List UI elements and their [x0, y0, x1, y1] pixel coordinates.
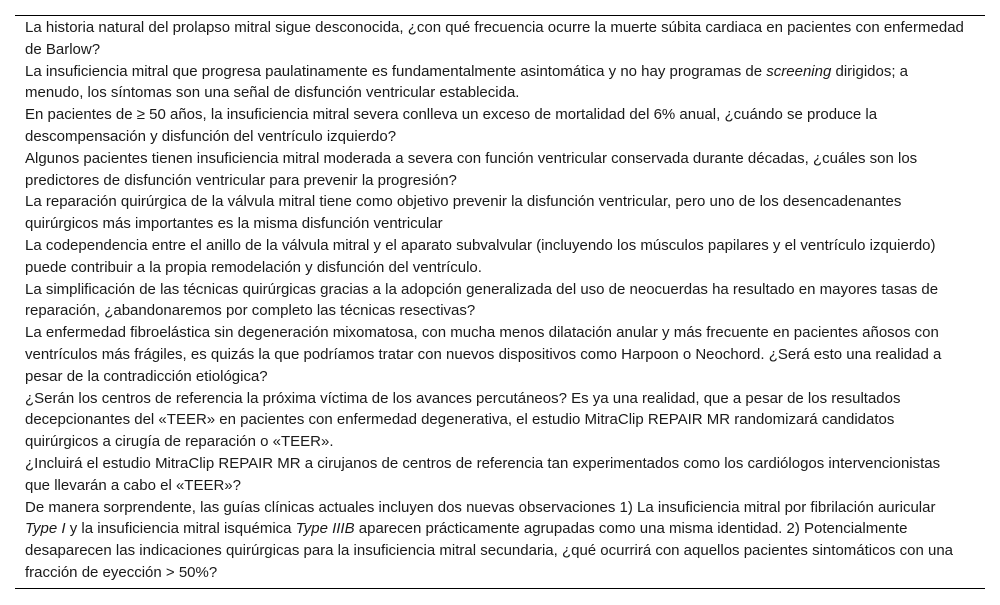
row-text: En pacientes de ≥ 50 años, la insuficiencia mitral severa conlleva un exceso de mortalidad del 6% anual, ¿cuándo se produce la descompensación y disfunción del ventrículo izquierdo?	[25, 106, 878, 145]
italic-term: Type I	[25, 520, 66, 538]
row-text: La reparación quirúrgica de la válvula mitral tiene como objetivo prevenir la disfunción ventricular, pero uno de los desencadenantes quirúrgicos más importantes es la misma disfunción ventricular	[25, 193, 902, 233]
row-text: La insuficiencia mitral que progresa paulatinamente es fundamentalmente asintomática y no hay programas de	[25, 62, 767, 80]
italic-term: Type IIIB	[295, 520, 355, 538]
row-text: aparecen prácticamente agrupadas como una misma identidad. 2) Potencialmente desaparecen las indicaciones quirúrgicas para la insuficiencia mitral secundaria, ¿qué ocurrirá con aquellos pacientes sintomáticos con una fracción de eyección > 50%?	[25, 520, 954, 581]
table-row	[15, 148, 985, 192]
row-text: dirigidos; a menudo, los síntomas son una señal de disfunción ventricular establecida.	[25, 62, 909, 102]
table-row	[15, 17, 985, 61]
table-row	[15, 388, 985, 453]
row-text: ¿Serán los centros de referencia la próxima víctima de los avances percutáneos? Es ya una realidad, que a pesar de los resultados decepcionantes del «TEER» en pacientes con enfermedad degenerativa, el estudio MitraClip REPAIR MR randomizará candidatos quirúrgicos a cirugía de reparación o «TEER».	[25, 389, 901, 451]
row-text: Algunos pacientes tienen insuficiencia mitral moderada a severa con función ventricular conservada durante décadas, ¿cuáles son los predictores de disfunción ventricular para prevenir la progresión?	[25, 149, 918, 189]
table-row	[15, 322, 985, 387]
table-row	[15, 191, 985, 235]
table-row	[15, 453, 985, 497]
table-row	[15, 104, 985, 148]
table-row	[15, 61, 985, 105]
italic-term: screening	[766, 62, 832, 80]
row-text: ¿Incluirá el estudio MitraClip REPAIR MR a cirujanos de centros de referencia tan experimentados como los cardiólogos intervencionistas que llevarán a cabo el «TEER»?	[25, 454, 941, 494]
questions-table	[15, 15, 985, 589]
table-row	[15, 279, 985, 323]
row-text: La simplificación de las técnicas quirúrgicas gracias a la adopción generalizada del uso de neocuerdas ha resultado en mayores tasas de reparación, ¿abandonaremos por completo las técnicas resectivas?	[25, 280, 939, 320]
table-row	[15, 235, 985, 279]
row-text: La enfermedad fibroelástica sin degeneración mixomatosa, con mucha menos dilatación anular y más frecuente en pacientes añosos con ventrículos más frágiles, es quizás la que podríamos tratar con nuevos dispositivos como Harpoon o Neochord. ¿Será esto una realidad a pesar de la contradicción etiológica?	[25, 324, 942, 385]
row-text: La historia natural del prolapso mitral sigue desconocida, ¿con qué frecuencia ocurre la muerte súbita cardiaca en pacientes con enfermedad de Barlow?	[25, 19, 964, 58]
row-text: y la insuficiencia mitral isquémica	[65, 520, 296, 538]
row-text: De manera sorprendente, las guías clínicas actuales incluyen dos nuevas observaciones 1) La insuficiencia mitral por fibrilación auricular	[25, 498, 936, 516]
row-text: La codependencia entre el anillo de la válvula mitral y el aparato subvalvular (incluyendo los músculos papilares y el ventrículo izquierdo) puede contribuir a la propia remodelación y disfunción del ventrículo.	[25, 236, 936, 276]
table-row	[15, 497, 985, 584]
questions-list	[15, 16, 985, 588]
